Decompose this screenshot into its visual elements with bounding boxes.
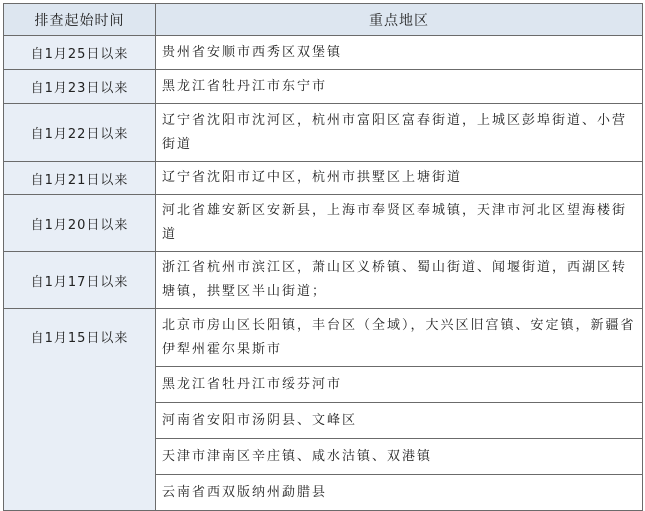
row-date: 自1月23日以来 [4,70,156,104]
table-row [4,309,643,367]
key-areas-table [3,3,643,511]
row-area: 天津市津南区辛庄镇、咸水沽镇、双港镇 [156,439,643,475]
table-row [4,252,643,309]
table-row [4,162,643,195]
row-date: 自1月20日以来 [4,195,156,252]
row-area: 黑龙江省牡丹江市东宁市 [156,70,643,104]
table-row [4,36,643,70]
row-date: 自1月25日以来 [4,36,156,70]
header-start-time: 排查起始时间 [4,4,156,36]
row-date: 自1月21日以来 [4,162,156,195]
table-row [4,195,643,252]
row-area: 浙江省杭州市滨江区，萧山区义桥镇、蜀山街道、闻堰街道，西湖区转塘镇，拱墅区半山街道； [156,252,643,309]
row-area: 河南省安阳市汤阴县、文峰区 [156,403,643,439]
table-row [4,104,643,162]
header-key-areas: 重点地区 [156,4,643,36]
row-date: 自1月15日以来 [4,309,156,511]
row-area: 贵州省安顺市西秀区双堡镇 [156,36,643,70]
row-area: 辽宁省沈阳市沈河区，杭州市富阳区富春街道，上城区彭埠街道、小营街道 [156,104,643,162]
row-area: 北京市房山区长阳镇，丰台区（全域），大兴区旧宫镇、安定镇，新疆省伊犁州霍尔果斯市 [156,309,643,367]
header-row [4,4,643,36]
row-area: 河北省雄安新区安新县，上海市奉贤区奉城镇，天津市河北区望海楼街道 [156,195,643,252]
row-area: 云南省西双版纳州勐腊县 [156,475,643,511]
row-date: 自1月17日以来 [4,252,156,309]
row-area: 辽宁省沈阳市辽中区，杭州市拱墅区上塘街道 [156,162,643,195]
table-row [4,70,643,104]
row-area: 黑龙江省牡丹江市绥芬河市 [156,367,643,403]
row-date: 自1月22日以来 [4,104,156,162]
